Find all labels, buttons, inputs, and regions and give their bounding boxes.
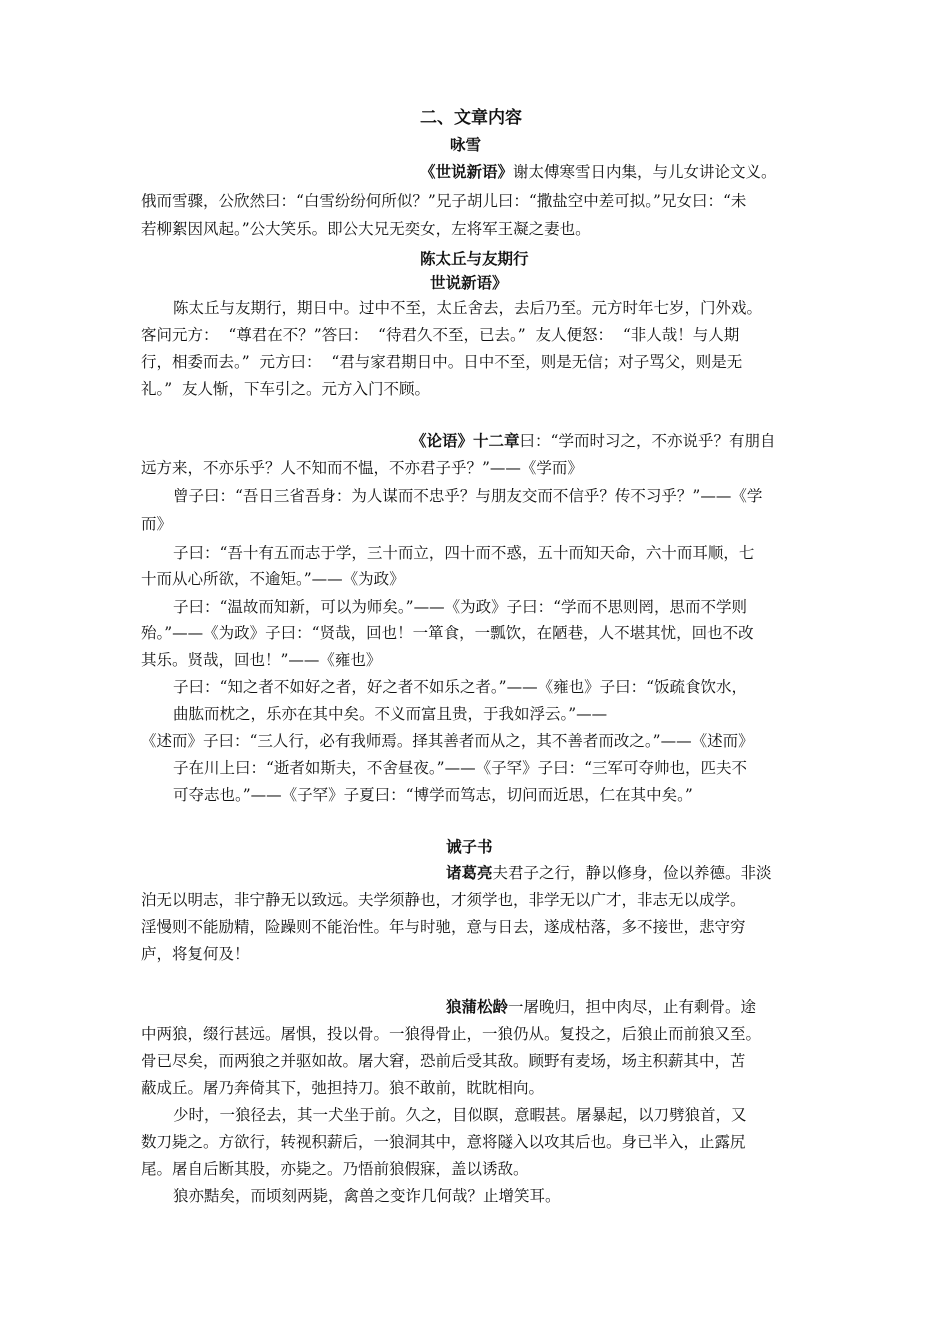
jiezishu-text: 夫君子之行，静以修身，俭以养德。非淡 <box>492 864 772 882</box>
yongxue-title: 咏雪 <box>450 136 482 154</box>
chentaiqiu-source: 世说新语》 <box>430 274 508 292</box>
lunyu-line: 《述而》子曰：“三人行，必有我师焉。择其善者而从之，其不善者而改之。”——《述而》 <box>141 732 754 750</box>
yongxue-first-line <box>420 161 777 183</box>
lunyu-source: 《论语》十二章 <box>411 432 520 450</box>
chentaiqiu-line: 陈太丘与友期行，期日中。过中不至，太丘舍去，去后乃至。元方时年七岁，门外戏。 <box>173 299 763 317</box>
lunyu-line: 子曰：“吾十有五而志于学，三十而立，四十而不惑，五十而知天命，六十而耳顺，七 <box>173 544 755 562</box>
yongxue-line: 若柳絮因风起。”公大笑乐。即公大兄无奕女，左将军王凝之妻也。 <box>141 220 591 238</box>
lang-line: 蔽成丘。屠乃奔倚其下，弛担持刀。狼不敢前，眈眈相向。 <box>141 1079 545 1097</box>
lunyu-line: 而》 <box>141 515 173 533</box>
lunyu-line: 其乐。贤哉，回也！”——《雍也》 <box>141 651 382 669</box>
jiezishu-first-line <box>446 862 772 884</box>
lang-line: 少时，一狼径去，其一犬坐于前。久之，目似瞑，意暇甚。屠暴起，以刀劈狼首，又 <box>173 1106 747 1124</box>
lunyu-line: 远方来，不亦乐乎？人不知而不愠，不亦君子乎？”——《学而》 <box>141 459 583 477</box>
yongxue-source: 《世说新语》 <box>420 163 514 181</box>
jiezishu-author: 诸葛亮 <box>446 864 493 882</box>
lang-title-author <box>446 998 508 1016</box>
lunyu-line: 子曰：“知之者不如好之者，好之者不如乐之者。”——《雍也》子曰：“饭疏食饮水， <box>173 678 748 696</box>
lunyu-first-line <box>411 430 775 452</box>
jiezishu-line: 庐，将复何及！ <box>141 945 250 963</box>
jiezishu-line: 淫慢则不能励精，险躁则不能治性。年与时驰，意与日去，遂成枯落，多不接世，悲守穷 <box>141 918 746 936</box>
lang-line: 中两狼，缀行甚远。屠惧，投以骨。一狼得骨止，一狼仍从。复投之，后狼止而前狼又至。 <box>141 1025 762 1043</box>
yongxue-line: 俄而雪骤，公欣然曰：“白雪纷纷何所似？”兄子胡儿曰：“撒盐空中差可拟。”兄女曰：“未 <box>141 192 747 210</box>
lang-line: 数刀毙之。方欲行，转视积薪后，一狼洞其中，意将隧入以攻其后也。身已半入，止露尻 <box>141 1133 746 1151</box>
jiezishu-title: 诫子书 <box>446 838 493 856</box>
lang-title: 狼 <box>446 998 462 1016</box>
chentaiqiu-line: 行，相委而去。” 元方曰： “君与家君期日中。日中不至，则是无信；对子骂父，则是无 <box>141 353 743 371</box>
jiezishu-line: 泊无以明志，非宁静无以致远。夫学须静也，才须学也，非学无以广才，非志无以成学。 <box>141 891 746 909</box>
yongxue-text: 谢太傅寒雪日内集，与儿女讲论文义。 <box>513 163 777 181</box>
lang-first-line <box>446 996 756 1018</box>
lang-line: 骨已尽矣，而两狼之并驱如故。屠大窘，恐前后受其敌。顾野有麦场，场主积薪其中，苫 <box>141 1052 746 1070</box>
lunyu-line: 曾子曰：“吾日三省吾身：为人谋而不忠乎？与朋友交而不信乎？传不习乎？”——《学 <box>173 487 763 505</box>
lunyu-line: 子在川上曰：“逝者如斯夫，不舍昼夜。”——《子罕》子曰：“三军可夺帅也，匹夫不 <box>173 759 748 777</box>
chentaiqiu-line: 礼。” 友人惭，下车引之。元方入门不顾。 <box>141 380 431 398</box>
lang-text: 一屠晚归，担中肉尽，止有剩骨。途 <box>508 998 757 1016</box>
lunyu-line: 曲肱而枕之，乐亦在其中矣。不义而富且贵，于我如浮云。”—— <box>173 705 608 723</box>
chentaiqiu-title: 陈太丘与友期行 <box>420 250 529 268</box>
lunyu-line: 殆。”——《为政》子曰：“贤哉，回也！一箪食，一瓢饮，在陋巷，人不堪其忧，回也不改 <box>141 624 754 642</box>
lunyu-line: 子曰：“温故而知新，可以为师矣。”——《为政》子曰：“学而不思则罔，思而不学则 <box>173 598 748 616</box>
section-title: 二、文章内容 <box>420 108 522 128</box>
lang-line: 狼亦黠矣，而顷刻两毙，禽兽之变诈几何哉？止增笑耳。 <box>173 1187 561 1205</box>
chentaiqiu-line: 客问元方： “尊君在不？”答曰： “待君久不至，已去。” 友人便怒： “非人哉！与人期 <box>141 326 740 344</box>
lang-author: 蒲松龄 <box>461 998 509 1016</box>
lunyu-line: 十而从心所欲，不逾矩。”——《为政》 <box>141 570 405 588</box>
lunyu-line: 可夺志也。”——《子罕》子夏曰：“博学而笃志，切问而近思，仁在其中矣。” <box>173 786 693 804</box>
lang-line: 尾。屠自后断其股，亦毙之。乃悟前狼假寐，盖以诱敌。 <box>141 1160 529 1178</box>
lunyu-text: 曰：“学而时习之，不亦说乎？有朋自 <box>519 432 776 450</box>
